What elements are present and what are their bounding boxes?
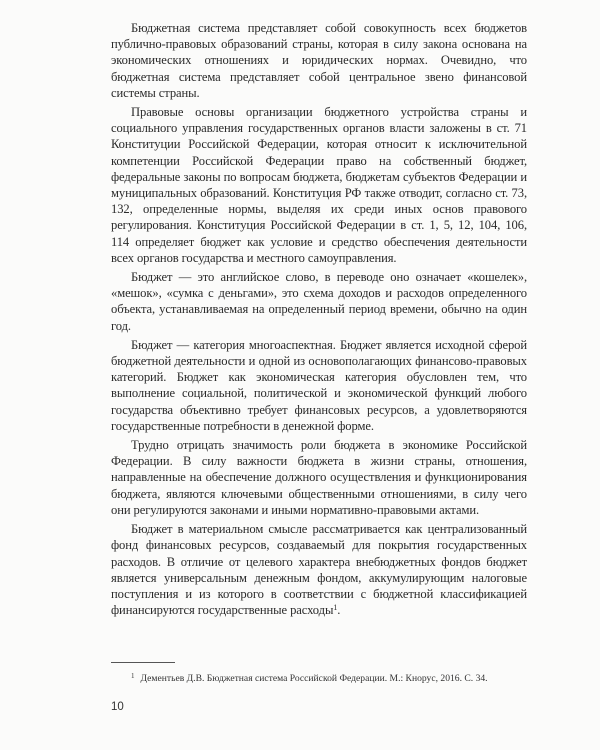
footnote-mark: 1: [131, 672, 135, 680]
footnote-divider: [111, 662, 175, 663]
paragraph-3: Бюджет — это английское слово, в переводе оно означает «кошелек», «мешок», «сумка с деньгами», это схема доходов и расходов определенного объекта, устанавливаемая на определенный период времени, обычно на один год.: [111, 270, 527, 333]
paragraph-5: Трудно отрицать значимость роли бюджета в экономике Российской Федерации. В силу важности бюджета в жизни страны, отношения, направленные на обеспечение должного осуществления и функционирования бюджета, являются ключевыми общественными отношениями, в силу чего они регулируются законами и иными нормативно-правовыми актами.: [111, 438, 527, 517]
paragraph-2: Правовые основы организации бюджетного устройства страны и социального управления государственных органов власти заложены в ст. 71 Конституции Российской Федерации, которая относит к исключительной компетенции Российской Федерации право на собственный бюджет, федеральные законы по вопросам бюджета, бюджетам субъектов Федерации и муниципальных образований. Конституция РФ также отводит, согласно ст. 73, 132, определенные нормы, выделяя их среди иных основ правового регулирования. Конституция Российской Федерации в ст. 1, 5, 12, 104, 106, 114 определяет бюджет как условие и средство обеспечения деятельности всех органов государства и местного самоуправления.: [111, 105, 527, 265]
paragraph-6: Бюджет в материальном смысле рассматривается как централизованный фонд финансовых ресурсов, создаваемый для покрытия государственных расходов. В отличие от целевого характера внебюджетных фондов бюджет является универсальным денежным фондом, аккумулирующим налоговые поступления и из которого в соответствии с бюджетной классификацией финансируются государственные расходы$^1$.: [111, 522, 527, 618]
footnote-reference[interactable]: 1: [333, 603, 338, 613]
footnote-text: Дементьев Д.В. Бюджетная система Российской Федерации. М.: Кнорус, 2016. С. 34.: [140, 673, 488, 684]
footnote: [111, 670, 527, 685]
paragraph-4: Бюджет — категория многоаспектная. Бюджет является исходной сферой бюджетной деятельности и одной из основополагающих финансово-правовых категорий. Бюджет как экономическая категория обусловлен тем, что выполнение социальной, политической и экономической функций любого государства объективно требует финансовых ресурсов, а удовлетворяются государственные потребности в денежной форме.: [111, 337, 527, 433]
main-text: [111, 20, 527, 621]
page-number: 10: [111, 701, 124, 713]
paragraph-1: Бюджетная система представляет собой совокупность всех бюджетов публично-правовых образований страны, которая в силу закона основана на экономических отношениях и юридических нормах. Очевидно, что бюджетная система представляет собой центральное звено финансовой системы страны.: [111, 21, 527, 100]
paragraph-6-text: Бюджет в материальном смысле рассматривается как централизованный фонд финансовых ресурсов, создаваемый для покрытия государственных расходов. В отличие от целевого характера внебюджетных фондов бюджет является универсальным денежным фондом, аккумулирующим налоговые поступления и из которого в соответствии с бюджетной классификацией финансируются государственные расходы: [111, 522, 527, 618]
